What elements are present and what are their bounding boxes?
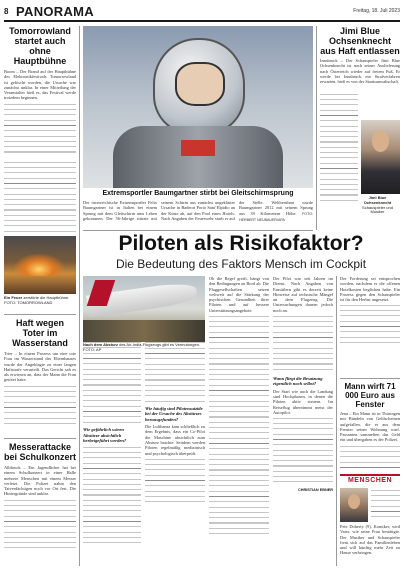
crash-photo-caption: [83, 343, 205, 353]
menschen-body: Pete Doherty (9), Komiker, wird Vater, wie seine Frau bestätigte. Der Musiker und Schauspieler freut sich auf das Familienleben und will künftig mehr Zeit zu Hause verbringen.: [340, 524, 400, 556]
section-title: PANORAMA: [16, 3, 94, 19]
jimi-body: Innsbruck – Der Schauspieler Jimi Blue Ochsenknecht ist nach seiner Auslieferung nach Österreich wieder auf freiem Fuß. Er werde bei Innsbruck ein Strafverfahren erwarten, hieß es von der Staatsanwaltschaft.: [320, 58, 400, 85]
helmet-shape: [153, 38, 245, 134]
jimi-caption: [355, 196, 400, 215]
festival-fire-caption: [4, 296, 76, 306]
main-article-text-3: Ob die Regel greift, hängt von den Bedingungen an Bord ab. Die Fluggesellschaften setzen weltweit auf die Stärkung der psychischen Gesundheit ihrer Piloten und auf bessere Unterstützungsangebote.: [209, 276, 269, 313]
mann-headline: Mann wirft 71 000 Euro aus Fenster: [344, 382, 396, 409]
main-article-question-2: Wie häufig sind Pilotensuizide bei der Ursache des Abstürzes herausgefunden?: [145, 405, 203, 422]
messer-article: [4, 442, 76, 568]
menschen-heading: MENSCHEN: [347, 477, 393, 484]
jimi-article: [320, 26, 400, 90]
baumgartner-photo: [83, 26, 313, 188]
tomorrowland-body: Boom – Der Brand auf der Hauptbühne des Elektronikfestivals Tomorrowland ist gelöscht worden, die Ursache war zunächst unklar. In einer Mitteilung der Veranstalter hieß es, das Festival werde trotzdem beginnen.: [4, 69, 76, 101]
tomorrowland-continued: [4, 160, 76, 232]
center-divider: [83, 230, 313, 231]
jimi-body-2: Der Forderung sei entsprochen worden, nachdem er die offenen Hotelkosten beglichen habe. Ein Prozess gegen den Schauspieler ist für den Herbst angesetzt.: [340, 276, 400, 303]
tomorrowland-continued-lines: [4, 160, 76, 232]
suit-badge: [181, 140, 215, 156]
main-headline: Piloten als Risikofaktor?: [118, 232, 364, 255]
header-rule: [4, 20, 400, 22]
article-right-rule: [336, 276, 337, 566]
jimi-caption-role: Schauspieler und Musiker: [362, 204, 393, 215]
wasserstand-headline: Haft wegen Toter im Wasserstand: [12, 318, 68, 348]
jimi-face: [372, 130, 389, 152]
article-author: CHRISTIAN EBNER: [297, 488, 333, 493]
festival-fire-photo: [4, 236, 76, 294]
visor-face: [175, 62, 225, 106]
main-article-col-3: [209, 276, 269, 566]
left-divider-1: [4, 314, 76, 315]
main-article-question-1: Wie gefährlich wären Abstürze absichtlich herbeigeführt werden?: [83, 427, 127, 444]
left-divider-2: [4, 438, 76, 439]
baumgartner-caption-title: Extremsportler Baumgartner stirbt bei Gleitschirmsprung: [102, 190, 294, 197]
main-article-question-3: Wann fliegt die Besatzung eigentlich noch selbst?: [273, 376, 323, 387]
page-header: [4, 2, 400, 20]
festival-fire-caption-text: zerstörte die Hauptbühne. FOTO: TOMORROWLAND: [4, 295, 70, 305]
main-article-col-4: [273, 276, 333, 566]
left-column-rule: [79, 26, 80, 566]
tomorrowland-text-lines: [4, 102, 76, 154]
jimi-caption-name: Jimi Blue Ochsenknecht: [363, 195, 392, 205]
fire-shape: [14, 254, 64, 276]
pressure-suit: [113, 126, 283, 188]
wasserstand-lines: [4, 384, 76, 424]
crash-caption-text: des Air-India-Flugzeugs gibt es Vermutungen. FOTO: AP: [83, 342, 201, 352]
main-article-text-6: Der Start wie auch die Landung sind Hochphasen, in denen die Piloten aktiv steuern. Im Reiseflug übernimmt meist der Autopilot.: [273, 388, 333, 416]
baumgartner-caption-body-text: Der österreichische Extremsportler Felix Baumgartner ist in Italien bei einem Sprung mit dem Gleitschirm ums Leben gekommen. Der 56-Jährige stürzte mit seinem Schirm aus zunächst ungeklärter Ursache in Badeort Porto Sant’Elpidio an der Küste ab, auf den Pool eines Hotels. Nach Angaben der Feuerwehr starb er auf der Stelle. Weltberühmt wurde Baumgartner 2012 mit seinem Sprung aus 39 Kilometern Höhe.: [83, 200, 313, 221]
messer-body: Albbruck – Ein Jugendlicher hat bei einem Schulkonzert in einer Halle mehrere Menschen mit einem Messer verletzt. Die Polizei nahm den Tatverdächtigen noch vor Ort fest. Die Hintergründe sind unklar.: [4, 465, 76, 497]
menschen-photo: [340, 488, 368, 522]
jimi-photo: [361, 120, 400, 194]
jimi-body-lines: [320, 92, 358, 202]
wasserstand-article: [4, 318, 76, 434]
tomorrowland-headline: Tomorrowland startet auch ohne Hauptbühne: [9, 26, 71, 66]
festival-fire-caption-lead: Ein Feuer: [4, 295, 23, 300]
tomorrowland-article: [4, 26, 76, 154]
issue-date: Freitag, 18. Juli 2023: [353, 8, 400, 14]
main-article-lines-4: [273, 314, 333, 374]
menschen-rule: [340, 474, 400, 476]
main-article-lines-2b: [145, 457, 205, 505]
main-article-lines-4b: [273, 416, 333, 486]
baumgartner-credit: FOTO: HERBERT NEUBAUER/APA: [239, 211, 313, 222]
mann-body: Jena – Ein Mann ist in Thüringen mit Bündeln von Geldscheinen aufgefallen, die er aus dem Fenster seiner Wohnung warf. Passanten sammelten das Geld ein und übergaben es der Polizei.: [340, 411, 400, 443]
mann-lines: [340, 444, 400, 470]
jimi-continued: [340, 276, 400, 376]
main-article-text-5: Der Pilot war seit Jahren im Dienst. Nach Angaben von Ermittlern gibt es derzeit keine Hinweise auf technische Mängel an dem Flugzeug. Die Untersuchungen dauern jedoch noch an.: [273, 276, 333, 313]
messer-lines: [4, 498, 76, 548]
menschen-face: [348, 494, 360, 509]
baumgartner-caption-body: [83, 200, 313, 228]
main-article-text-4: Die Lufthansa kam schließlich zu dem Ergebnis, dass ein Co-Pilot die Maschine absichtlich zum Absturz brachte. Seitdem werden Piloten regelmäßig medizinisch und psychologisch überprüft.: [145, 424, 205, 456]
right-divider-1: [340, 378, 400, 379]
menschen-article: [340, 524, 400, 568]
main-subheadline: Die Bedeutung des Faktors Mensch im Cockpit: [115, 257, 367, 271]
menschen-side-lines: [371, 488, 400, 522]
mann-article: [340, 382, 400, 472]
crash-photo: [83, 276, 205, 342]
main-article-lines-3: [209, 314, 269, 534]
jimi-continued-lines: [340, 303, 400, 343]
jimi-headline: Jimi Blue Ochsenknecht aus Haft entlassen: [320, 26, 400, 56]
page-number: 8: [4, 6, 9, 16]
crash-caption-lead: Nach dem Absturz: [83, 342, 118, 347]
center-right-rule: [316, 26, 317, 230]
wasserstand-body: Trier – In einem Prozess um eine tote Frau im Wasserstand des Elternhauses wurde der Angeklagte zu einer langen Haftstrafe verurteilt. Das Gericht sah es als erwiesen an, dass der Mann die Frau getötet hatte.: [4, 351, 76, 383]
main-article-lines-1b: [83, 445, 141, 545]
messer-headline: Messerattacke bei Schulkonzert: [4, 442, 76, 462]
debris-ground: [83, 320, 205, 342]
